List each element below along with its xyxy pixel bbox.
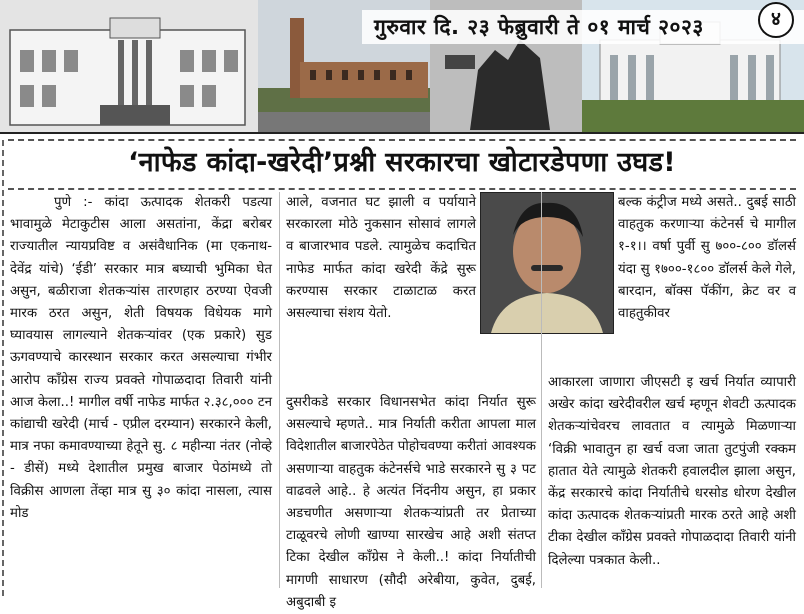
article-column-1 <box>10 192 272 525</box>
article-column-3-bottom <box>548 372 796 572</box>
date-strip <box>360 10 804 44</box>
left-dashed-border <box>2 140 4 596</box>
column-divider-1 <box>279 192 280 588</box>
column-3-bottom-text: आकारला जाणारा जीएसटी इ खर्च निर्यात व्यापारी अखेर कांदा खरेदीवरील खर्च म्हणून शेवटी ऊत्पादक शेतकऱ्यांचेवरच लावतात व त्यामुळे मिळणाऱ्या ‘विक्री भावातुन हा खर्च वजा जाता तुटपुंजी रक्कम हातात येते त्यामुळे शेतकरी हवालदील झाला असुन, केंद्र सरकारचे कांदा निर्यातीचे धरसोड धोरण देखील कांदा ऊत्पादक शेतकऱ्यांप्रती मारक ठरते आहे अशी टीका देखील काँग्रेस प्रवक्ते गोपाळदादा तिवारी यांनी दिलेल्या पत्रकात केली.. <box>548 375 796 568</box>
column-2-bottom-text: दुसरीकडे सरकार विधानसभेत कांदा निर्यात सुरू असल्याचे म्हणते.. मात्र निर्याती करीता आपला माल विदेशातील बाजारपेठेत पोहोचवण्या करीतां आवश्यक असणाऱ्या वाहतुक कंटेनर्सचे भाडे सरकारने सु ३ पट वाढवले आहे.. हे अत्यंत निंदनीय असुन, हा प्रकार अडचणीत असणाऱ्या शेतकऱ्यांप्रती तर प्रेताच्या टाळूवरचे लोणी खाण्या सारखेच आहे अशी संतप्त टिका देखील काँग्रेस ने केली..! कांदा निर्यातीची मागणी साधारण (सौदी अरेबीया, कुवेत, दुबई, अबुदाबी इ <box>286 395 536 610</box>
article-column-3-top <box>548 192 796 325</box>
article-column-2-bottom <box>286 392 536 614</box>
column-divider-2 <box>541 192 542 588</box>
article-headline: ‘नाफेड कांदा-खरेदी’प्रश्नी सरकारचा खोटारडेपणा उघड! <box>128 147 676 178</box>
headline-dashed-rule <box>8 188 796 190</box>
column-2-top-text: आले, वजनात घट झाली व पर्यायाने सरकारला मोठे नुकसान सोसावं लागले व बाजारभाव पडले. त्यामुळेच कदाचित नाफेड मार्फत कांदा खरेदी केंद्रे सुरू करण्यास सरकार टाळाटाळ करत असल्याचा संशय येतो. <box>286 195 476 322</box>
page-number-badge: ४ <box>758 2 794 38</box>
masthead-banner <box>0 0 804 134</box>
issue-date: गुरुवार दि. २३ फेब्रुवारी ते ०१ मार्च २०२३ <box>374 15 704 39</box>
column-3-top-text: बल्क कंट्रीज मध्ये असते.. दुबई साठी वाहतुक करणाऱ्या कंटेनर्स चे मागील १-१।। वर्षा पुर्वी सु ७००-८०० डॉलर्स यंदा सु १७००-१८०० डॉलर्स केले गेले, बारदान, बॉक्स पॅकींग, क्रेट वर व वाहतुकीवर <box>618 195 796 322</box>
article-column-2-top <box>286 192 476 325</box>
column-1-text: पुणे :- कांदा ऊत्पादक शेतकरी पडत्या भावामुळे मेटाकुटीस आला असतांना, केंद्रा बरोबर राज्यातील न्यायप्रविष्ट व असंवैधानिक (मा एकनाथ-देवेंद्र यांचे) ‘ईडी’ सरकार मात्र बघ्याची भुमिका घेत असुन, बळीराजा शेतकऱ्यांस तारणहार ठरण्या ऐवजी मारक ठरत असुन, शेती विषयक विधेयक मागे घ्यावयास लागल्याने शेतकऱ्यांवर (एक प्रकारे) सुड ऊगवण्याचे कारस्थान सरकार करत असल्याचा गंभीर आरोप काँग्रेस राज्य प्रवक्ते गोपाळदादा तिवारी यांनी आज केला..! मागील वर्षी नाफेड मार्फत २.३८,००० टन कांद्याची खरेदी (मार्च - एप्रील दरम्यान) सरकारने केली, मात्र नफा कमावण्याच्या हेतूने सु. ८ महीन्या नंतर (नोव्हे - डीसें) मध्ये देशातील प्रमुख बाजार पेठांमध्ये तो विक्रीस आणला तेंव्हा मात्र सु ३० कांदा नासला, त्यास मोड <box>10 195 272 521</box>
headline-bar <box>0 140 804 186</box>
